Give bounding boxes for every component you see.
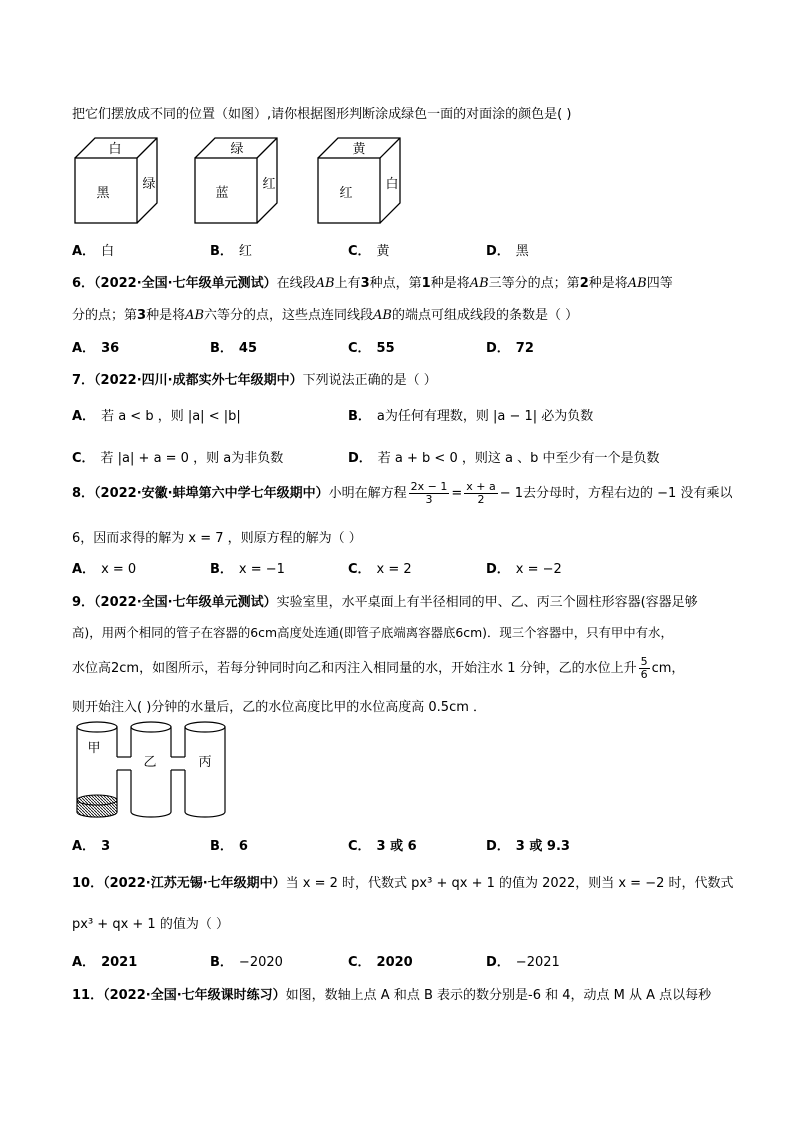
containers-figure [70, 720, 230, 825]
q10-line1: 10．（2022·江苏无锡·七年级期中）当 x = 2 时，代数式 px³ + qx + 1 的值为 2022，则当 x = −2 时，代数式 [72, 876, 734, 891]
q8-option-c[interactable]: C． x = 2 [348, 562, 412, 577]
q6-line2: 分的点；第3种是将AB六等分的点，这些点连同线段AB的端点可组成线段的条数是（ ） [72, 308, 579, 323]
container-jia-label: 甲 [87, 741, 101, 756]
q8-option-d[interactable]: D． x = −2 [486, 562, 562, 577]
q9-option-c[interactable]: C． 3 或 6 [348, 839, 417, 854]
q6-option-b[interactable]: B． 45 [210, 341, 258, 356]
q7-stem: 7．（2022·四川·成都实外七年级期中）下列说法正确的是（ ） [72, 373, 437, 388]
q10-line2: px³ + qx + 1 的值为（ ） [72, 917, 229, 932]
q5-option-a[interactable]: A． 白 [72, 244, 115, 259]
q7-option-c[interactable]: C． 若 |a| + a = 0 ，则 a为非负数 [72, 451, 284, 466]
container-yi-label: 乙 [143, 755, 157, 770]
q5-option-d[interactable]: D． 黑 [486, 244, 529, 259]
q9-line1: 9．（2022·全国·七年级单元测试）实验室里，水平桌面上有半径相同的甲、乙、丙三个圆柱形容器(容器足够 [72, 595, 698, 610]
cube3-side: 白 [385, 177, 399, 192]
q6-option-c[interactable]: C． 55 [348, 341, 395, 356]
cube1-side: 绿 [142, 177, 156, 192]
cube3-top: 黄 [352, 142, 366, 157]
q7-option-b[interactable]: B． a为任何有理数，则 |a − 1| 必为负数 [348, 409, 594, 424]
cube-figures [70, 135, 420, 230]
q8-option-b[interactable]: B． x = −1 [210, 562, 285, 577]
q9-option-b[interactable]: B． 6 [210, 839, 248, 854]
q9-line2: 高)，用两个相同的管子在容器的6cm高度处连通(即管子底端离容器底6cm)．现三个容器中，只有甲中有水， [72, 625, 673, 640]
q8-fraction-2: $\frac{x + a}{2}$ [466, 480, 496, 506]
q10-option-b[interactable]: B． −2020 [210, 955, 283, 970]
cube3-front: 红 [339, 186, 353, 201]
q9-line3: 水位高2cm，如图所示，若每分钟同时向乙和丙注入相同量的水，开始注水 1 分钟，乙的水位上升 $\frac{5}{6}$ cm， [72, 655, 685, 681]
cube1-front: 黑 [96, 186, 110, 201]
cube2-front: 蓝 [215, 186, 229, 201]
cube2-side: 红 [262, 177, 276, 192]
q7-option-d[interactable]: D． 若 a + b < 0 ，则这 a 、b 中至少有一个是负数 [348, 451, 660, 466]
q6-line1: 6．（2022·全国·七年级单元测试）在线段AB上有3种点，第1种是将AB三等分的点；第2种是将AB四等 [72, 276, 673, 291]
q9-option-a[interactable]: A． 3 [72, 839, 111, 854]
q5-option-c[interactable]: C． 黄 [348, 244, 390, 259]
q11-line1: 11．（2022·全国·七年级课时练习）如图，数轴上点 A 和点 B 表示的数分别是-6 和 4，动点 M 从 A 点以每秒 [72, 988, 712, 1003]
q9-fraction: $\frac{5}{6}$ [640, 655, 648, 681]
q8-line2: 6，因而求得的解为 x = 7 ，则原方程的解为（ ） [72, 531, 362, 546]
q5-stem: 把它们摆放成不同的位置（如图）,请你根据图形判断涂成绿色一面的对面涂的颜色是( ) [72, 107, 572, 122]
container-bing-label: 丙 [198, 755, 212, 770]
q6-option-a[interactable]: A． 36 [72, 341, 120, 356]
q10-option-a[interactable]: A． 2021 [72, 955, 138, 970]
cube2-top: 绿 [230, 142, 244, 157]
q10-option-d[interactable]: D． −2021 [486, 955, 560, 970]
q8-fraction-1: $\frac{2x - 1}{3}$ [410, 480, 448, 506]
q7-option-a[interactable]: A． 若 a < b ，则 |a| < |b| [72, 409, 241, 424]
q10-option-c[interactable]: C． 2020 [348, 955, 413, 970]
q8-option-a[interactable]: A． x = 0 [72, 562, 137, 577]
q9-line4: 则开始注入( )分钟的水量后，乙的水位高度比甲的水位高度高 0.5cm ． [72, 700, 487, 715]
q5-option-b[interactable]: B． 红 [210, 244, 252, 259]
cube1-top: 白 [108, 142, 122, 157]
q9-option-d[interactable]: D． 3 或 9.3 [486, 839, 570, 854]
q8-line1: 8．（2022·安徽·蚌埠第六中学七年级期中）小明在解方程 $\frac{2x - 1}{3}$ = $\frac{x + a}{2}$ − 1去分母时，方程右边的 −1 没有乘以 [72, 480, 733, 506]
q6-option-d[interactable]: D． 72 [486, 341, 534, 356]
